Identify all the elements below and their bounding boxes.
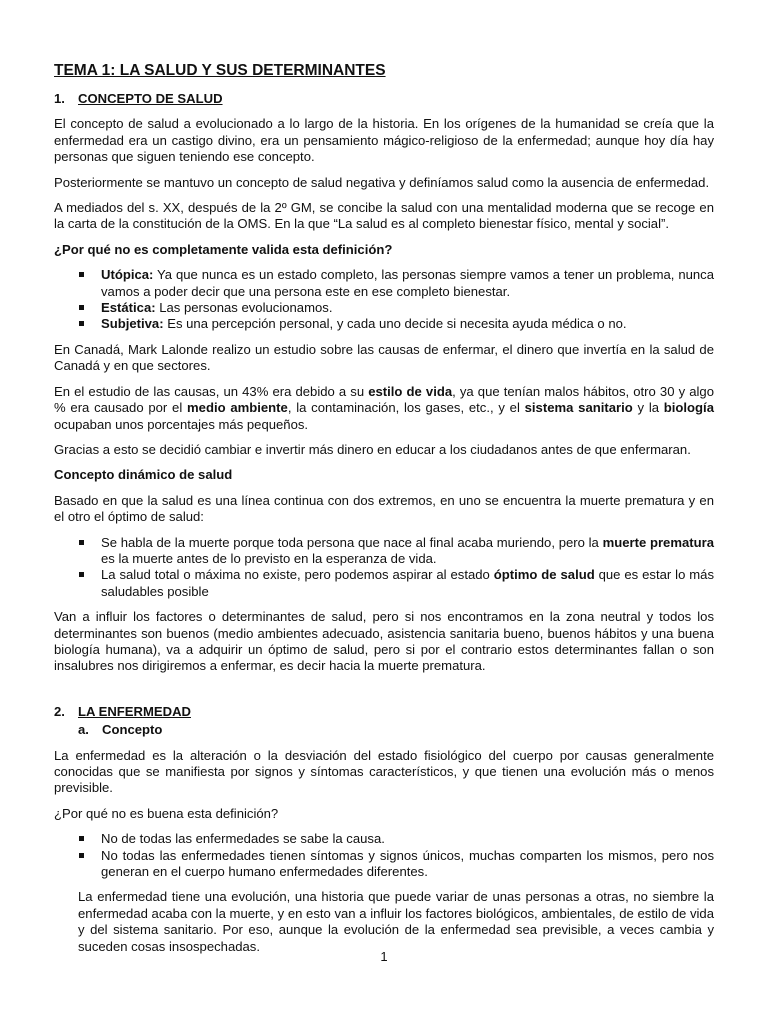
bullet-label: Subjetiva:	[101, 316, 164, 332]
text-run: Se habla de la muerte porque toda persona que nace al final acaba muriendo, pero la	[101, 534, 603, 550]
section-heading-enfermedad	[54, 704, 714, 720]
bullet-label: Estática:	[101, 300, 156, 316]
section-title: LA ENFERMEDAD	[78, 703, 191, 719]
section-number: 2.	[54, 703, 65, 719]
text-run: En el estudio de las causas, un 43% era debido a su	[54, 383, 369, 399]
paragraph: En Canadá, Mark Lalonde realizo un estudio sobre las causas de enfermar, el dinero que invertía en la salud de Canadá y en que sectores.	[54, 341, 714, 374]
paragraph	[54, 384, 714, 433]
spacer	[54, 684, 714, 704]
paragraph: La enfermedad es la alteración o la desviación del estado fisiológico del cuerpo por causas generalmente conocidas que se manifiesta por signos y síntomas característicos, y que tienen una evolución más o menos previsible.	[54, 747, 714, 796]
question-text: ¿Por qué no es buena esta definición?	[54, 805, 279, 821]
subheading-concepto-dinamico: Concepto dinámico de salud	[54, 467, 233, 483]
text-run: y la	[632, 400, 664, 416]
subsection-title: Concepto	[102, 722, 163, 738]
list-item: No todas las enfermedades tienen síntomas y signos únicos, muchas comparten los mismos, pero nos generan en el cuerpo humano enfermedades diferentes.	[54, 848, 714, 881]
paragraph: Van a influir los factores o determinantes de salud, pero si nos encontramos en la zona neutral y todos los determinantes son buenos (medio ambientes adecuado, asistencia sanitaria bueno, buenos hábitos y una buena biología humana), va a adquirir un óptimo de salud, pero si por el contrario estos determinantes fallan o son insalubres nos dirigiremos a enfermar, es decir hacia la muerte prematura.	[54, 609, 714, 674]
section-title: CONCEPTO DE SALUD	[78, 91, 223, 106]
bold-term: estilo de vida	[368, 383, 453, 399]
bullet-list	[54, 535, 714, 601]
subsection-letter: a.	[78, 722, 89, 738]
paragraph: A mediados del s. XX, después de la 2º GM, se concibe la salud con una mentalidad moderna que se recoge en la carta de la constitución de la OMS. En la que “La salud es al completo bienestar físico, mental y social”.	[54, 200, 714, 232]
list-item	[54, 535, 714, 568]
text-run: La salud total o máxima no existe, pero podemos aspirar al estado	[101, 567, 494, 583]
document-title: TEMA 1: LA SALUD Y SUS DETERMINANTES	[54, 62, 386, 79]
bullet-list	[54, 831, 714, 880]
list-item	[54, 300, 714, 316]
list-item	[54, 267, 714, 300]
section-heading-concepto-salud	[54, 91, 714, 107]
question-heading: ¿Por qué no es completamente valida esta definición?	[54, 241, 393, 257]
bold-term: óptimo de salud	[493, 567, 595, 583]
text-run: ocupaban unos porcentajes más pequeños.	[54, 416, 309, 432]
section-number: 1.	[54, 91, 65, 106]
paragraph: La enfermedad tiene una evolución, una historia que puede variar de unas personas a otras, no siembre la enfermedad acaba con la muerte, y en esto van a influir los factores biológicos, ambientales, de estilo de vida y del sistema sanitario. Por eso, aunque la evolución de la enfermedad sea previsible, a veces cambia y suceden cosas insospechadas.	[78, 889, 714, 954]
text-run: es la muerte antes de lo previsto en la esperanza de vida.	[101, 550, 437, 566]
paragraph: Gracias a esto se decidió cambiar e invertir más dinero en educar a los ciudadanos antes de que enfermaran.	[54, 441, 691, 457]
paragraph: Basado en que la salud es una línea continua con dos extremos, en uno se encuentra la muerte prematura y en el otro el óptimo de salud:	[54, 492, 714, 525]
list-item	[54, 316, 714, 332]
paragraph: Posteriormente se mantuvo un concepto de salud negativa y definíamos salud como la ausencia de enfermedad.	[54, 174, 710, 190]
bold-term: muerte prematura	[602, 534, 714, 550]
bold-term: biología	[663, 400, 714, 416]
bullet-text: Es una percepción personal, y cada uno decide si necesita ayuda médica o no.	[163, 316, 627, 332]
bullet-text: Las personas evolucionamos.	[155, 300, 333, 316]
text-run: , la contaminación, los gases, etc., y el	[287, 400, 525, 416]
bullet-list	[54, 267, 714, 333]
text-run: , ya que tenían malos hábitos, otro 30 y algo % era causado por el	[54, 383, 714, 416]
list-item	[54, 567, 714, 600]
text-run: que es estar lo más saludables posible	[101, 567, 714, 599]
page-number: 1	[380, 949, 388, 964]
list-item: No de todas las enfermedades se sabe la causa.	[54, 831, 714, 847]
bold-term: sistema sanitario	[524, 400, 633, 416]
bold-term: medio ambiente	[187, 400, 288, 416]
bullet-label: Utópica:	[101, 267, 154, 283]
subsection-heading-concepto	[78, 722, 714, 738]
bullet-text: Ya que nunca es un estado completo, las personas siempre vamos a tener un problema, nunca vamos a poder decir que una persona este en ese completo bienestar.	[101, 267, 714, 299]
paragraph: El concepto de salud a evolucionado a lo largo de la historia. En los orígenes de la humanidad se creía que la enfermedad era un castigo divino, era un pensamiento mágico-religioso de la enfermedad; aunque hoy día hay personas que siguen teniendo ese concepto.	[54, 116, 714, 165]
